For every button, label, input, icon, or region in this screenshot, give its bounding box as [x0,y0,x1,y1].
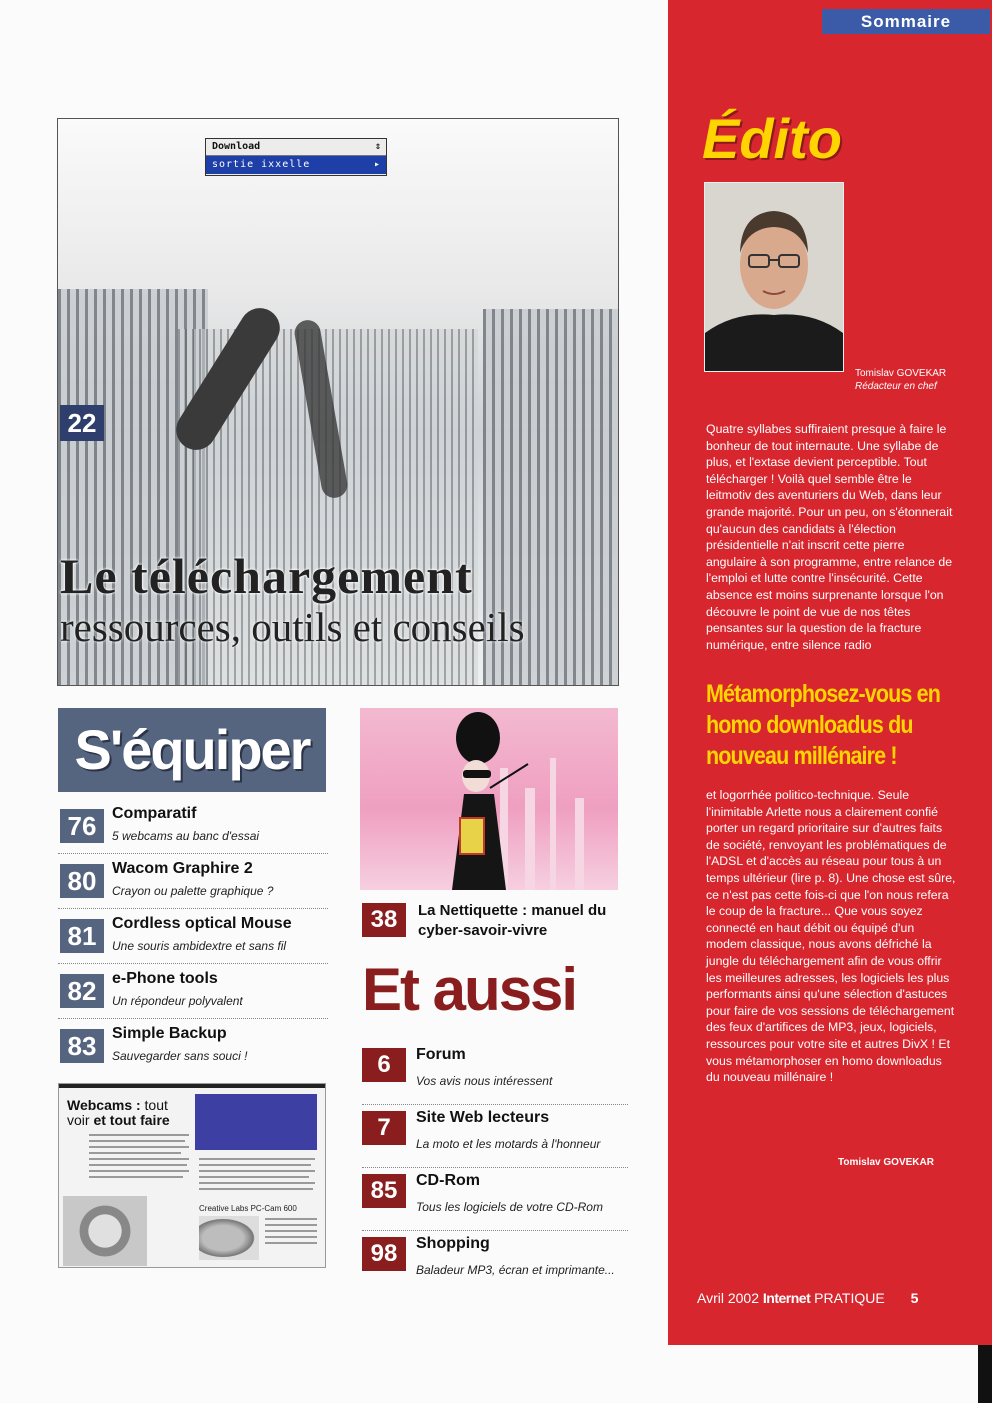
et-aussi-item-title: CD-Rom [416,1172,480,1189]
section-tab[interactable]: Sommaire [822,9,990,34]
author-photo [704,182,844,372]
equip-page-badge: 83 [60,1029,104,1063]
menu-selected-item[interactable]: sortie ixxelle [212,159,311,170]
equip-item-desc: Sauvegarder sans souci ! [112,1049,248,1063]
thumb-caption: Creative Labs PC-Cam 600 [199,1204,297,1213]
equip-item-desc: Crayon ou palette graphique ? [112,884,274,898]
et-aussi-item-desc: Baladeur MP3, écran et imprimante... [416,1263,615,1277]
equip-item-desc: Un répondeur polyvalent [112,994,243,1008]
cover-subtitle: ressources, outils et conseils [60,604,525,650]
et-aussi-item[interactable] [362,1044,628,1105]
et-aussi-item-title: Shopping [416,1235,490,1252]
thumb-table-image [195,1094,317,1150]
footer-date: Avril 2002 [697,1290,760,1306]
submenu-arrow-icon: ▸ [373,159,381,170]
et-aussi-item-desc: La moto et les motards à l'honneur [416,1137,601,1151]
thumb-topbar [59,1084,325,1088]
thumb-heading [67,1098,187,1128]
article-thumbnail[interactable] [58,1083,326,1268]
equip-page-badge: 82 [60,974,104,1008]
et-aussi-page-badge: 6 [362,1048,406,1082]
nettiquette-title[interactable]: La Nettiquette : manuel du cyber-savoir-vivre [418,902,607,939]
equip-item[interactable] [58,860,328,909]
equip-item-title: Simple Backup [112,1025,227,1042]
edito-heading: Édito [702,107,842,170]
thumb-webcam-image [199,1216,259,1260]
page-edge [978,1345,992,1403]
cover-title: Le téléchargement [60,548,473,604]
thumb-heading-bold-2: et tout faire [93,1112,170,1128]
et-aussi-item-desc: Tous les logiciels de votre CD-Rom [416,1200,603,1214]
equip-item-desc: Une souris ambidextre et sans fil [112,939,287,953]
menu-title: Download [212,141,261,152]
equip-item-title: Wacom Graphire 2 [112,860,253,877]
equip-page-badge: 81 [60,919,104,953]
footer-brand-light: PRATIQUE [814,1290,885,1306]
et-aussi-item-desc: Vos avis nous intéressent [416,1074,553,1088]
equip-item-title: Cordless optical Mouse [112,915,292,932]
cover-feature[interactable] [57,118,619,686]
et-aussi-page-badge: 85 [362,1174,406,1208]
edito-signature: Tomislav GOVEKAR [838,1157,934,1168]
et-aussi-item[interactable] [362,1170,628,1231]
cover-page-badge: 22 [60,405,104,441]
equip-item-title: Comparatif [112,805,197,822]
footer-page-number: 5 [910,1290,919,1306]
edito-headline: Métamorphosez-vous en homo downloadus du nouveau millénaire ! [706,680,941,770]
et-aussi-item[interactable] [362,1233,628,1293]
equip-item[interactable] [58,1025,328,1073]
edito-paragraph-2: et logorrhée politico-technique. Seule l'inimitable Arlette nous a clairement confié porter un regard prioritaire sur d'autres faits de société, renvoyant les problématiques de l'ADSL et d'accès au réseau pour tous à un temps ultérieur (lire p. 8). Une chose est sûre, ce n'est pas cette fois-ci que l'on nous refera le coup de la fracture... Que vous soyez connecté en haut débit ou équipé d'un modem classique, nous avons défriché la jungle du téléchargement afin de vous offrir les meilleures adresses, les logiciels les plus performants ainsi qu'une sélection d'astuces pour faire de vos sessions de téléchargement des feux d'artifices de MP3, jeux, logiciels, ressources pour votre site et autres DivX ! Et vous métamorphoser en homo downloadus du nouveau millénaire ! [706,788,956,1085]
et-aussi-heading: Et aussi [362,956,577,1023]
et-aussi-item-title: Forum [416,1046,466,1063]
equip-item-title: e-Phone tools [112,970,218,987]
nettiquette-illustration [360,708,618,890]
updown-arrows-icon[interactable]: ⇕ [374,141,381,152]
thumb-webcam-image [63,1196,147,1266]
edito-paragraph-1: Quatre syllabes suffiraient presque à faire le bonheur de tout internaute. Une syllabe de plus, et l'extase devient perceptible. Tout télécharger ! Voilà quel semble être le leitmotiv des aventuriers du Web, dans leur grande majorité. Pour un peu, on s'étonnerait qu'aucun des candidats à l'élection présidentielle n'ait inscrit cette pierre angulaire à son programme, entre relance de l'emploi et lutte contre l'insécurité. Cette absence est moins surprenante lorsque l'on découvre le point de vue de nos têtes pensantes sur la question de la fracture numérique, entre silence radio [706,422,953,652]
download-menu[interactable] [205,138,387,176]
author-name: Tomislav GOVEKAR [855,368,947,379]
equip-item[interactable] [58,805,328,854]
et-aussi-item[interactable] [362,1107,628,1168]
et-aussi-item-title: Site Web lecteurs [416,1109,550,1126]
equip-item[interactable] [58,915,328,964]
page-footer [697,1290,918,1306]
equip-item-desc: 5 webcams au banc d'essai [112,829,260,843]
et-aussi-page-badge: 98 [362,1237,406,1271]
nettiquette-page-badge: 38 [362,903,406,937]
equip-page-badge: 80 [60,864,104,898]
equip-page-badge: 76 [60,809,104,843]
thumb-heading-light: tout voir [67,1097,168,1128]
footer-brand-bold: Internet [762,1290,811,1306]
author-role: Rédacteur en chef [855,381,937,392]
et-aussi-page-badge: 7 [362,1111,406,1145]
equip-item[interactable] [58,970,328,1019]
thumb-heading-bold-1: Webcams : [67,1097,145,1113]
equip-heading: S'équiper [58,708,326,792]
